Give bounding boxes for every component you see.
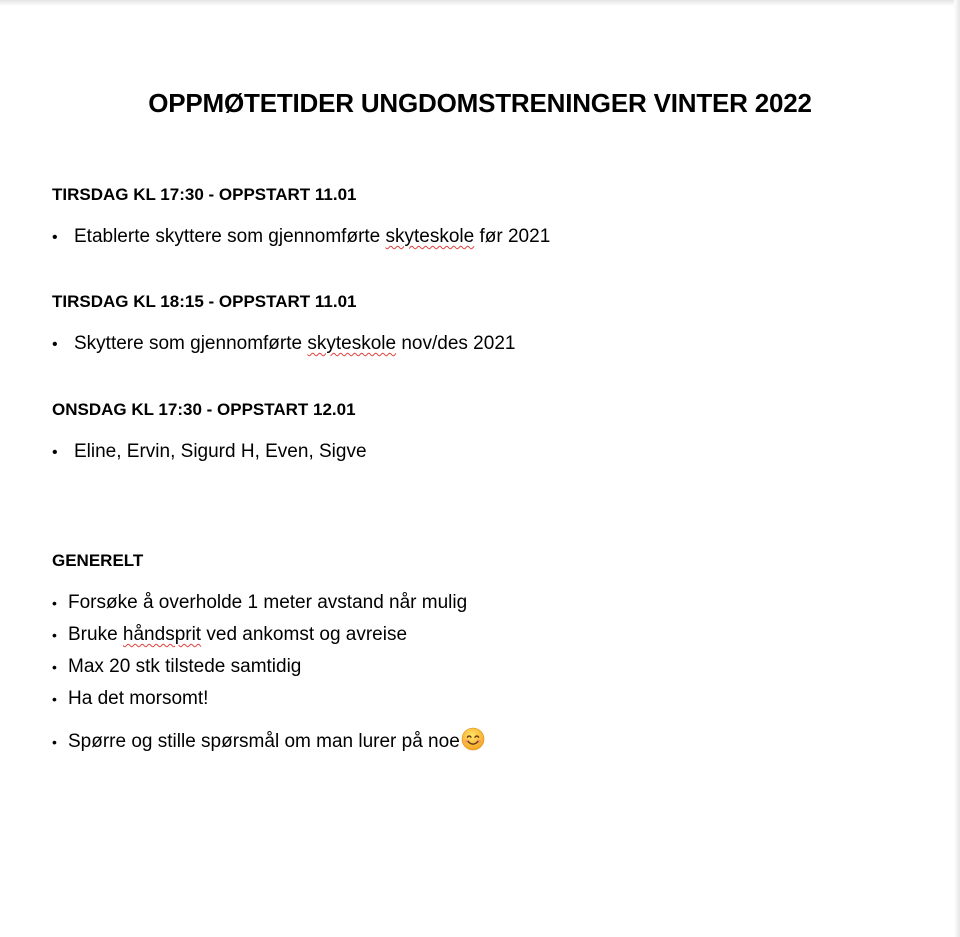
list-item	[52, 654, 301, 680]
bullet-icon: •	[52, 691, 57, 707]
list-item	[52, 224, 550, 251]
section-heading-general: GENERELT	[52, 551, 144, 570]
spellcheck-flagged-word[interactable]: skyteskole	[385, 226, 475, 247]
page-right-shadow	[954, 0, 960, 937]
list-item-text: før 2021	[474, 226, 551, 247]
spellcheck-flagged-word[interactable]: håndsprit	[122, 624, 202, 645]
bullet-icon: •	[52, 659, 57, 675]
bullet-icon: •	[52, 734, 57, 750]
smiling-face-icon	[461, 727, 485, 759]
spellcheck-flagged-word[interactable]: skyteskole	[307, 333, 397, 354]
list-item-text: Etablerte skyttere som gjennomførte	[74, 226, 386, 247]
document-title: OPPMØTETIDER UNGDOMSTRENINGER VINTER 2022	[148, 88, 812, 118]
bullet-icon: •	[52, 595, 57, 611]
list-item	[52, 622, 407, 648]
list-item	[52, 590, 467, 616]
list-item-text: Max 20 stk tilstede samtidig	[68, 656, 302, 677]
bullet-icon: •	[52, 444, 58, 461]
list-item	[52, 439, 367, 466]
list-item-text: Eline, Ervin, Sigurd H, Even, Sigve	[74, 441, 367, 462]
list-item	[52, 727, 485, 759]
list-item	[52, 686, 208, 712]
bullet-icon: •	[52, 229, 58, 246]
list-item-text: nov/des 2021	[396, 333, 516, 354]
bullet-icon: •	[52, 627, 57, 643]
list-item-text: Skyttere som gjennomførte	[74, 333, 308, 354]
list-item-text: Forsøke å overholde 1 meter avstand når mulig	[68, 592, 468, 613]
list-item-text: Ha det morsomt!	[68, 688, 209, 709]
list-item-text: ved ankomst og avreise	[201, 624, 408, 645]
section-heading-tuesday-1815: TIRSDAG KL 18:15 - OPPSTART 11.01	[52, 292, 357, 311]
section-heading-wednesday-1730: ONSDAG KL 17:30 - OPPSTART 12.01	[52, 400, 356, 419]
section-heading-tuesday-1730: TIRSDAG KL 17:30 - OPPSTART 11.01	[52, 185, 357, 204]
list-item-text: Bruke	[68, 624, 123, 645]
list-item	[52, 331, 515, 358]
bullet-icon: •	[52, 336, 58, 353]
list-item-text: Spørre og stille spørsmål om man lurer på noe	[68, 731, 460, 752]
page-top-shadow	[0, 0, 960, 6]
